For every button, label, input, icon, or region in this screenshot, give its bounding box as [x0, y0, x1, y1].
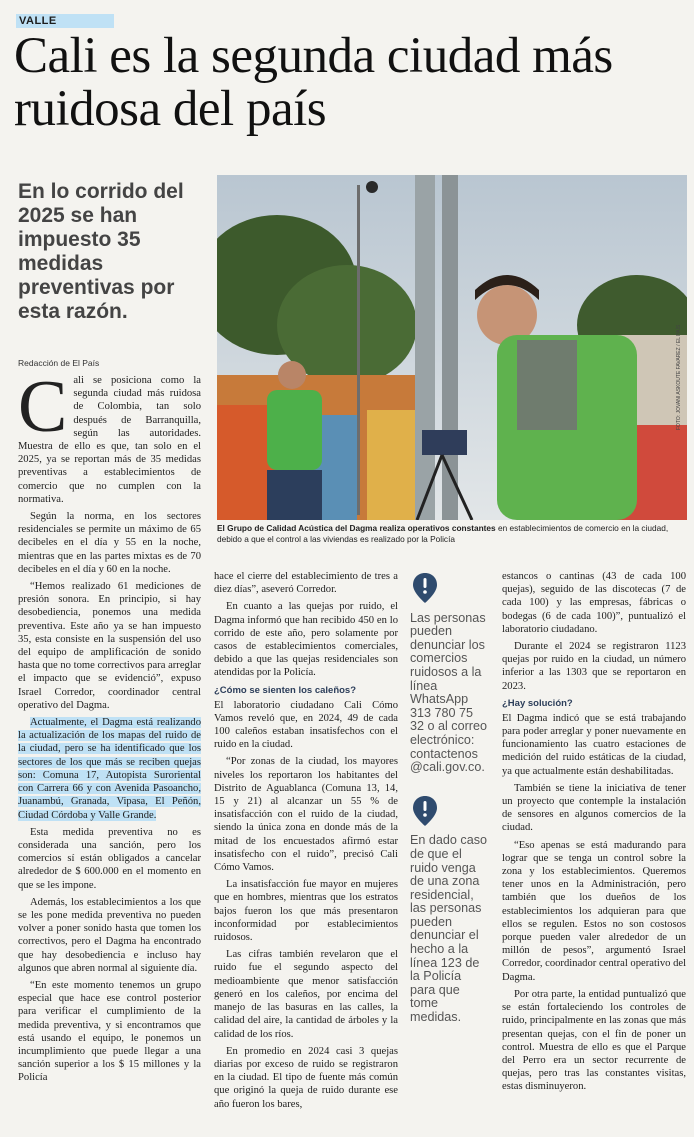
photo-illustration — [217, 175, 687, 520]
byline: Redacción de El País — [18, 358, 100, 368]
paragraph: Por otra parte, la entidad puntualizó que se están fortaleciendo los controles de ruido, principalmente en las zonas que más presentan quejas, con el fin de poner un control. Muestra de ello es que el Parque del Perro era un sector recurrente de quejas, pero tras las constantes visitas, estas disminuyeron. — [502, 988, 686, 1093]
photo-credit: FOTO: JOVANI ASKOUTE FAVAREZ / EL PAÍS — [676, 324, 682, 430]
subheading: ¿Cómo se sienten los caleños? — [214, 684, 357, 696]
highlight-text: Actualmente, el Dagma está realizando la actualización de los mapas del ruido de la ciudad, pero se ha identificado que los sectores de los que más se reciben quejas son: Comuna 17, Autopista Suroriental con Carrera 66 y con Avenida Pasoancho, Juanambú, Granada, Vipasa, El Peñón, Ciudad Córdoba y Valle Grande. — [18, 717, 201, 821]
column-4 — [502, 570, 686, 1098]
paragraph: El Dagma indicó que se está trabajando para poder arreglar y poner nuevamente en funcionamiento las cuatro estaciones de medición del ruido estáticas de la ciudad, ya que actualmente están deshabilitadas. — [502, 712, 686, 777]
exclamation-pin-icon — [412, 572, 438, 604]
paragraph: “En este momento tenemos un grupo especial que hace ese control posterior para verificar el cumplimiento de la medida preventiva, y si encontramos que está usando el equipo, le ponemos un incumplimiento que puede llegar a una sanción superior a los $ 15 millones y la Policía — [18, 979, 201, 1084]
caption-bold: El Grupo de Calidad Acústica del Dagma realiza operativos constantes — [217, 523, 496, 533]
paragraph: Según la norma, en los sectores residenciales se permite un máximo de 65 decibeles en el día y 55 en la noche, mientras que en las partes mixtas es de 70 decibeles en el día y 60 en la noche. — [18, 511, 201, 575]
news-photo — [217, 175, 687, 520]
paragraph: En promedio en 2024 casi 3 quejas diarias por exceso de ruido se registraron en la ciudad. El tipo de fuente más común que originó la queja de ruido durante ese año fueron los bares, — [214, 1045, 398, 1110]
headline: Cali es la segunda ciudad más ruidosa del país — [14, 28, 613, 137]
info-sidebar — [410, 572, 488, 1025]
paragraph: El laboratorio ciudadano Cali Cómo Vamos reveló que, en 2024, 49 de cada 100 caleños estaban insatisfechos con el ruido en la ciudad. — [214, 699, 398, 751]
paragraph: “Por zonas de la ciudad, los mayores niveles los reportaron los habitantes del Distrito de Aguablanca (Comuna 13, 14, 15 y 21) al alcanzar un 55 % de insatisfacción con el ruido de la ciudad, siendo la única zona en donde más de la mitad de los encuestados afirmó estar insatisfecho con el ruido”, precisó Cali Cómo Vamos. — [214, 756, 398, 874]
photo-caption — [217, 523, 687, 545]
exclamation-pin-icon — [412, 795, 438, 827]
drop-cap: C — [18, 366, 68, 448]
paragraph: En cuanto a las quejas por ruido, el Dagma informó que han recibido 450 en lo corrido de este año, pero solamente por casos de establecimientos comerciales, debido a que las quejas residenciales son atendidas por la Policía. — [214, 601, 398, 679]
info-text-1: Las personas pueden denunciar los comercios ruidosos a la línea WhatsApp 313 780 75 32 o al correo electrónico: contactenos @cali.gov.co. — [410, 610, 488, 775]
paragraph: “Eso apenas se está madurando para lograr que se tenga un control sobre la zona y los establecimientos. Queremos tener unos en la Administración, pero también que los dueños de los establecimientos los adquieran para que ellos se regulen. Estos no son costosos porque pueden valer alrededor de un millón de pesos”, argumentó Israel Corredor, coordinador central operativo del Dagma. — [502, 839, 687, 983]
info-text-2: En dado caso de que el ruido venga de una zona residencial, las personas pueden denunciar el hecho a la línea 123 de la Policía para que tome medidas. — [410, 833, 488, 1025]
paragraph: También se tiene la iniciativa de tener un proyecto que contemple la instalación de sensores en algunos comercios de la ciudad. — [502, 782, 686, 834]
paragraph: Las cifras también revelaron que el ruido fue el segundo aspecto del medioambiente que menor satisfacción generó en los caleños, por encima del manejo de las basuras en las calles, la calidad del aire, la cantidad de árboles y la calidad de los ríos. — [214, 949, 398, 1040]
paragraph: Durante el 2024 se registraron 1123 quejas por ruido en la ciudad, un número inferior a las 1303 que se reportaron en 2023. — [502, 641, 686, 692]
column-1 — [18, 366, 201, 1089]
column-2 — [214, 570, 398, 1115]
section-tag: VALLE — [16, 14, 114, 28]
caption-rest: en establecimientos de comercio en la ciudad, debido a que el control a las viviendas es realizado por la Policía — [217, 523, 669, 544]
lead-text: ali se posiciona como la segunda ciudad más ruidosa de Colombia, tan solo después de Barranquilla, según las autoridades. Muestra de ello es que, tan solo en el 2025, ya se reportan más de 35 medidas preventivas a establecimientos de comercio que no cumplen con la normativa. — [18, 375, 201, 505]
highlighted-paragraph — [18, 716, 201, 822]
lead-paragraph — [18, 366, 201, 506]
paragraph: “Hemos realizado 61 mediciones de presión sonora. En principio, si hay desobediencia, ponemos una medida preventiva. Este año ya se han impuesto 35, esta consiste en la suspensión del uso del equipo de amplificación de sonido hasta que no tome correctivos para arreglar el impacto que se evidenció”, expuso Israel Corredor, coordinador central operativo del Dagma. — [18, 581, 201, 711]
deck: En lo corrido del 2025 se han impuesto 35 medidas preventivas por esta razón. — [18, 180, 184, 323]
paragraph: Además, los establecimientos a los que se les pone medida preventiva no pueden volver a poner sonido hasta que tomen los correctivos, pero el Dagma ha encontrado que hay desobediencia e incluso hay algunos que abren normal al siguiente día. — [18, 896, 201, 974]
paragraph: estancos o cantinas (43 de cada 100 quejas), seguido de las discotecas (7 de cada 100) y las empresas, fábricas o bodegas (6 de cada 100)”, puntualizó el laboratorio ciudadano. — [502, 571, 686, 635]
paragraph: Esta medida preventiva no es considerada una sanción, pero los comercios sí están obligados a cancelar alrededor de $ 600.000 en el momento en que se les impone. — [18, 826, 201, 891]
paragraph: hace el cierre del establecimiento de tres a diez días”, aseveró Corredor. — [214, 571, 398, 596]
paragraph: La insatisfacción fue mayor en mujeres que en hombres, mientras que los estratos bajos fueron los que más presentaron inconformidad por establecimientos ruidosos. — [214, 879, 398, 944]
subheading: ¿Hay solución? — [502, 697, 573, 709]
